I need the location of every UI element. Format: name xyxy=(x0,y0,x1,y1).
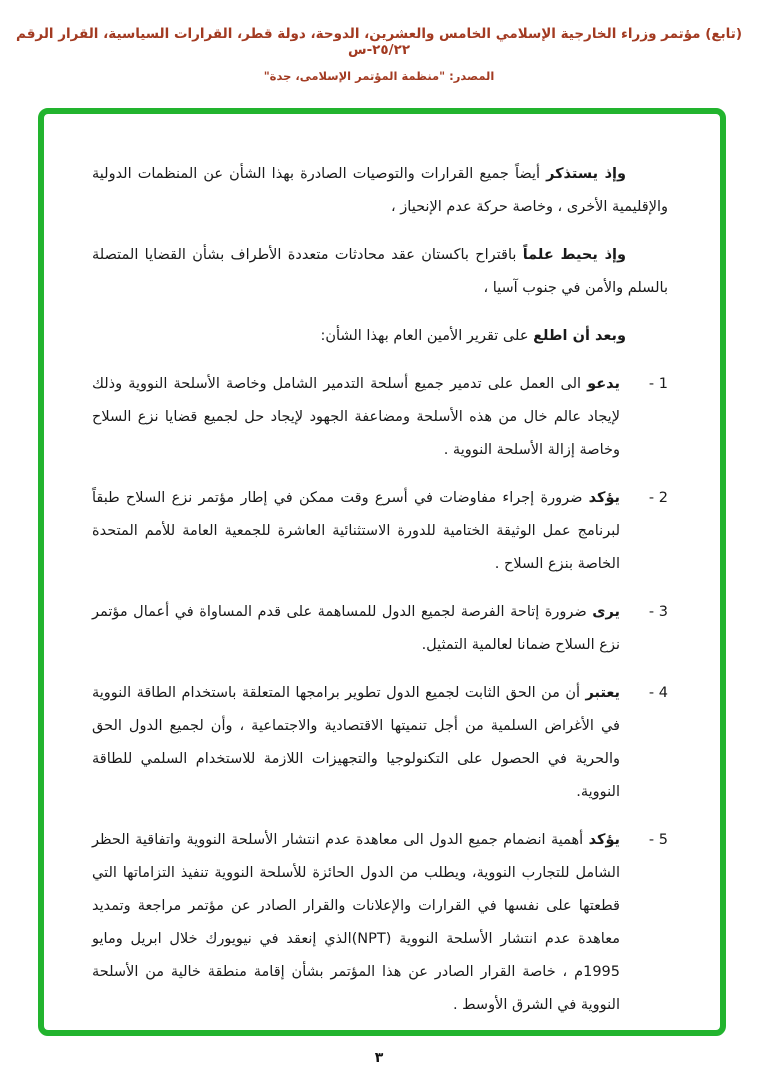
item-lead-3: يرى xyxy=(592,604,620,620)
item-lead-4: يعتبر xyxy=(585,685,620,701)
preamble-text-1: أيضاً جميع القرارات والتوصيات الصادرة بهذا الشأن عن المنظمات الدولية والإقليمية الأخرى ، وخاصة حركة عدم الإنحياز ، xyxy=(92,166,668,215)
item-number-5: 5 - xyxy=(648,832,668,848)
item-body-5: أهمية انضمام جميع الدول الى معاهدة عدم انتشار الأسلحة النووية واتفاقية الحظر الشامل للتجارب النووية، ويطلب من الدول الحائزة للأسلحة النووية تنفيذ التزاماتها التي قطعتها على نفسها في القرارات والإعلانات والقرار الصادر عن مؤتمر مراجعة وتمديد معاهدة عدم انتشار الأسلحة النووية (NPT)الذي إنعقد في نيويورك خلال ابريل ومايو 1995م ، خاصة القرار الصادر عن هذا المؤتمر بشأن إقامة منطقة خالية من الأسلحة النووية في الشرق الأوسط . xyxy=(92,832,620,1013)
item-number-2: 2 - xyxy=(648,490,668,506)
preamble-lead-2: وإذ يحيط علماً xyxy=(522,247,626,263)
item-text-5 xyxy=(92,824,620,1022)
preamble-text-3: على تقرير الأمين العام بهذا الشأن: xyxy=(320,328,534,344)
item-lead-2: يؤكد xyxy=(588,490,620,506)
preamble-paragraph-2 xyxy=(92,239,668,305)
document-header xyxy=(0,26,758,83)
preamble-lead-3: وبعد أن اطلع xyxy=(533,328,626,344)
resolution-item-5 xyxy=(92,824,668,1022)
item-text-4 xyxy=(92,677,620,809)
item-text-2 xyxy=(92,482,620,581)
header-title: (تابع) مؤتمر وزراء الخارجية الإسلامي الخامس والعشرين، الدوحة، دولة قطر، القرارات السياسية، القرار الرقم ٢٥/٢٢-س xyxy=(16,26,742,58)
item-body-2: ضرورة إجراء مفاوضات في أسرع وقت ممكن في إطار مؤتمر نزع السلاح طبقاً لبرنامج عمل الوثيقة الختامية للدورة الاستثنائية العاشرة للجمعية العامة للأمم المتحدة الخاصة بنزع السلاح . xyxy=(92,490,620,572)
item-text-1 xyxy=(92,368,620,467)
item-lead-1: يدعو xyxy=(587,376,620,392)
resolution-item-1 xyxy=(92,368,668,467)
item-body-4: أن من الحق الثابت لجميع الدول تطوير برامجها المتعلقة باستخدام الطاقة النووية في الأغراض السلمية من أجل تنميتها الاقتصادية والاجتماعية ، وأن لجميع الدول الحق والحرية في الحصول على التكنولوجيا والتجهيزات اللازمة للاستخدام السلمي للطاقة النووية. xyxy=(92,685,620,800)
header-source: المصدر: "منظمة المؤتمر الإسلامى، جدة" xyxy=(263,69,495,83)
preamble-paragraph-1 xyxy=(92,158,668,224)
document-body xyxy=(44,114,720,1022)
item-text-3 xyxy=(92,596,620,662)
item-number-4: 4 - xyxy=(648,685,668,701)
item-body-1: الى العمل على تدمير جميع أسلحة التدمير الشامل وخاصة الأسلحة النووية وذلك لإيجاد عالم خال من هذه الأسلحة ومضاعفة الجهود لإيجاد حل لجميع قضايا نزع السلاح وخاصة إزالة الأسلحة النووية . xyxy=(92,376,620,458)
preamble-text-2: باقتراح باكستان عقد محادثات متعددة الأطراف بشأن القضايا المتصلة بالسلم والأمن في جنوب آسيا ، xyxy=(92,247,668,296)
resolution-item-4 xyxy=(92,677,668,809)
preamble-paragraph-3 xyxy=(92,320,668,353)
item-lead-5: يؤكد xyxy=(588,832,620,848)
item-body-3: ضرورة إتاحة الفرصة لجميع الدول للمساهمة على قدم المساواة في أعمال مؤتمر نزع السلاح ضمانا لعالمية التمثيل. xyxy=(92,604,620,653)
item-number-3: 3 - xyxy=(648,604,668,620)
resolution-item-2 xyxy=(92,482,668,581)
document-border-frame xyxy=(38,108,726,1036)
resolution-item-3 xyxy=(92,596,668,662)
item-number-1: 1 - xyxy=(648,376,668,392)
page-number: ٣ xyxy=(374,1050,384,1066)
preamble-lead-1: وإذ يستذكر xyxy=(546,166,626,182)
